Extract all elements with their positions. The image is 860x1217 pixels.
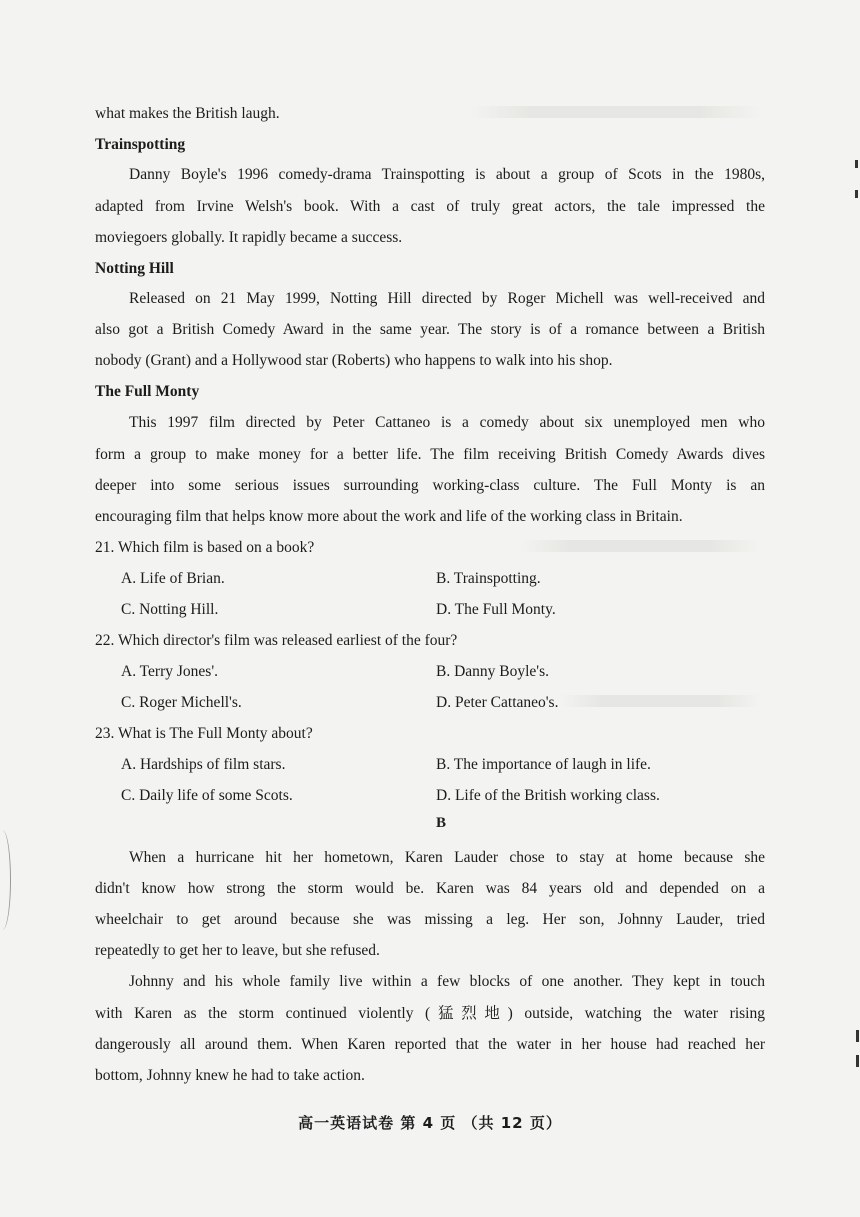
scan-edge-curve	[0, 830, 11, 930]
passage-line: Danny Boyle's 1996 comedy-drama Trainspotting is about a group of Scots in the 1980s,	[129, 166, 765, 183]
passage-line: Released on 21 May 1999, Notting Hill directed by Roger Michell was well-received and	[129, 290, 765, 307]
film-heading-trainspotting: Trainspotting	[95, 136, 186, 153]
passage-line: nobody (Grant) and a Hollywood star (Roberts) who happens to walk into his shop.	[95, 352, 613, 369]
scan-edge-mark	[856, 1055, 859, 1067]
passage-line: with Karen as the storm continued violently (猛烈地) outside, watching the water rising	[95, 1005, 765, 1022]
answer-option[interactable]: C. Daily life of some Scots.	[121, 787, 293, 804]
question-stem: 21. Which film is based on a book?	[95, 539, 315, 556]
answer-option[interactable]: B. The importance of laugh in life.	[436, 756, 651, 773]
scan-edge-mark	[855, 190, 858, 198]
passage-line: bottom, Johnny knew he had to take action.	[95, 1067, 365, 1084]
passage-line: didn't know how strong the storm would be. Karen was 84 years old and depended on a	[95, 880, 765, 897]
answer-option[interactable]: A. Terry Jones'.	[121, 663, 218, 680]
passage-line: dangerously all around them. When Karen reported that the water in her house had reached her	[95, 1036, 765, 1053]
question-stem: 22. Which director's film was released earliest of the four?	[95, 632, 458, 649]
passage-line: encouraging film that helps know more about the work and life of the working class in Britain.	[95, 508, 683, 525]
answer-option[interactable]: D. Peter Cattaneo's.	[436, 694, 559, 711]
answer-option[interactable]: C. Roger Michell's.	[121, 694, 242, 711]
answer-option[interactable]: A. Hardships of film stars.	[121, 756, 286, 773]
film-heading-full-monty: The Full Monty	[95, 383, 200, 400]
answer-option[interactable]: B. Trainspotting.	[436, 570, 541, 587]
scan-edge-mark	[855, 160, 858, 168]
answer-option[interactable]: C. Notting Hill.	[121, 601, 219, 618]
passage-line: repeatedly to get her to leave, but she refused.	[95, 942, 380, 959]
answer-option[interactable]: D. The Full Monty.	[436, 601, 556, 618]
passage-line: what makes the British laugh.	[95, 105, 280, 122]
passage-line: Johnny and his whole family live within a few blocks of one another. They kept in touch	[129, 973, 765, 990]
passage-line: moviegoers globally. It rapidly became a success.	[95, 229, 403, 246]
passage-line: also got a British Comedy Award in the same year. The story is of a romance between a British	[95, 321, 765, 338]
page-footer: 高一英语试卷 第 4 页 （共 12 页）	[298, 1114, 562, 1132]
film-heading-notting-hill: Notting Hill	[95, 260, 174, 277]
answer-option[interactable]: B. Danny Boyle's.	[436, 663, 550, 680]
answer-option[interactable]: D. Life of the British working class.	[436, 787, 660, 804]
passage-line: form a group to make money for a better life. The film receiving British Comedy Awards dives	[95, 446, 765, 463]
passage-line: wheelchair to get around because she was missing a leg. Her son, Johnny Lauder, tried	[95, 911, 765, 928]
answer-option[interactable]: A. Life of Brian.	[121, 570, 225, 587]
passage-line: deeper into some serious issues surrounding working-class culture. The Full Monty is an	[95, 477, 765, 494]
passage-line: When a hurricane hit her hometown, Karen Lauder chose to stay at home because she	[129, 849, 765, 866]
passage-line: This 1997 film directed by Peter Cattaneo is a comedy about six unemployed men who	[129, 414, 765, 431]
show-through-text	[560, 695, 760, 707]
question-stem: 23. What is The Full Monty about?	[95, 725, 313, 742]
section-letter-b: B	[436, 815, 447, 831]
passage-line: adapted from Irvine Welsh's book. With a cast of truly great actors, the tale impressed the	[95, 198, 765, 215]
scan-edge-mark	[856, 1030, 859, 1042]
